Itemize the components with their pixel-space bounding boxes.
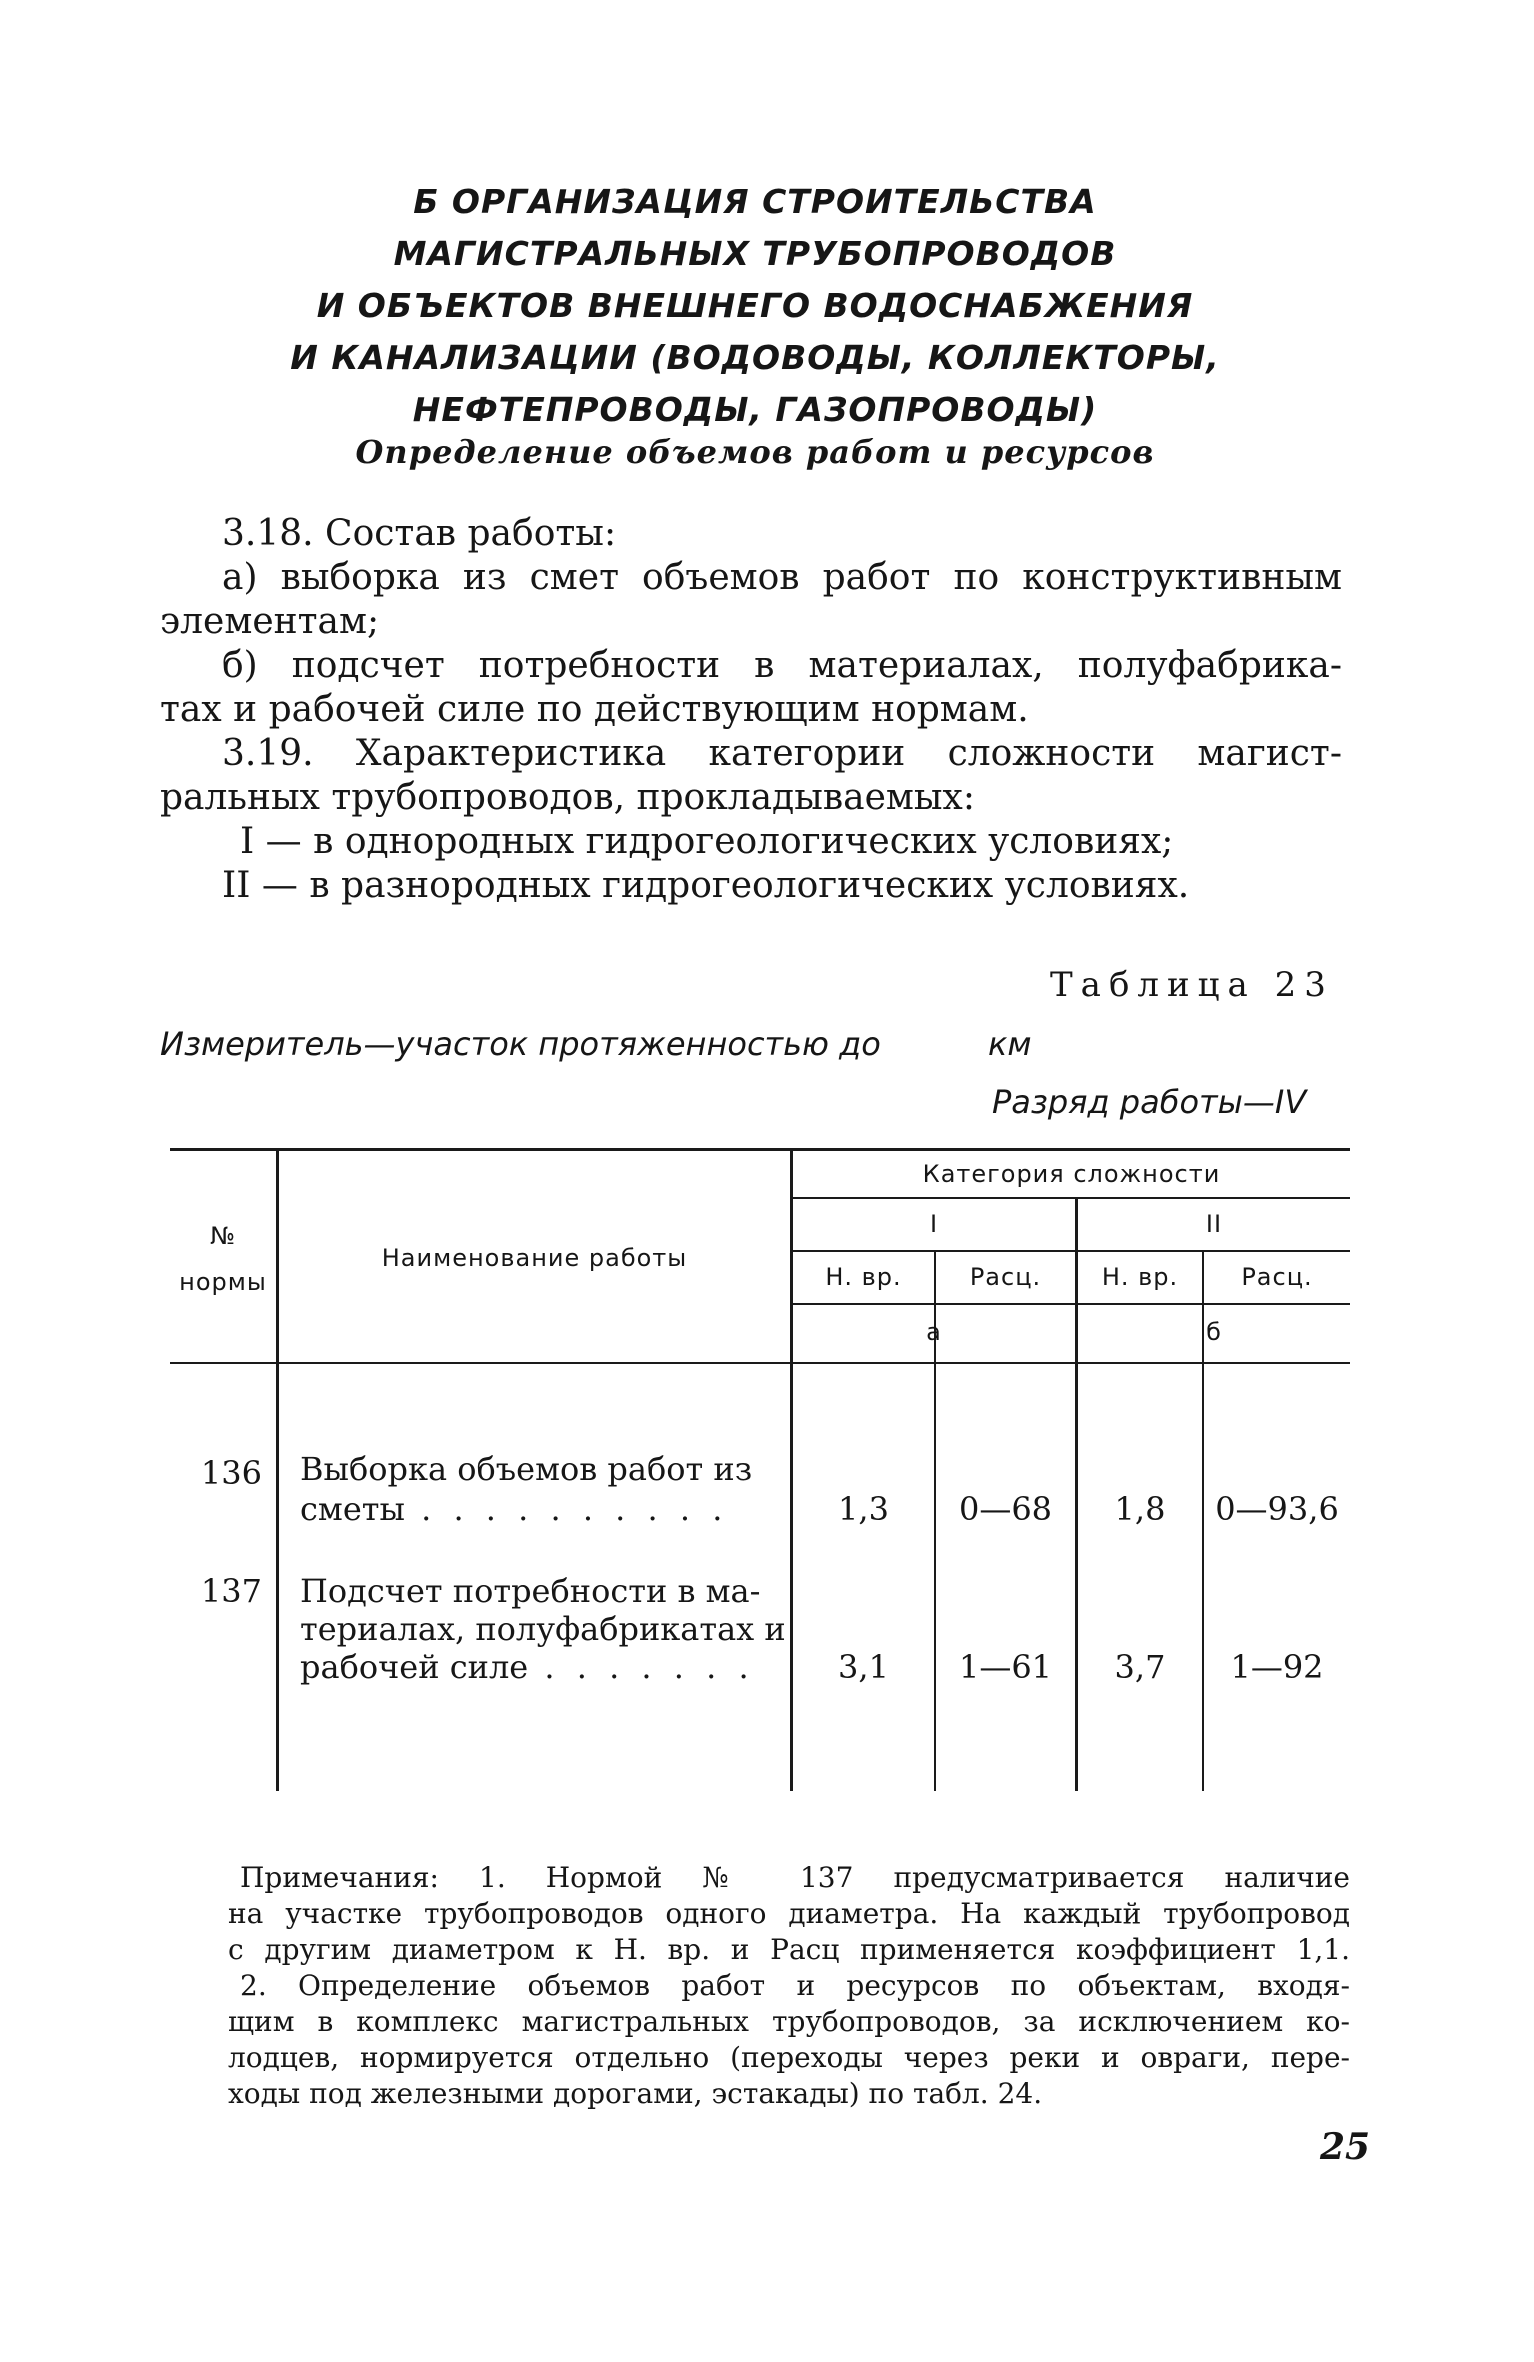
- category-rule: [790, 1197, 1350, 1199]
- header-category-2: II: [1205, 1210, 1223, 1238]
- heading-line-4: И КАНАЛИЗАЦИИ (ВОДОВОДЫ, КОЛЛЕКТОРЫ,: [290, 338, 1220, 377]
- row-work-name: Подсчет потребности в ма-: [300, 1572, 761, 1610]
- clause-3-18-item-a: а) выборка из смет объемов работ по конструктивным: [222, 557, 1342, 598]
- header-norm-time-1: Н. вр.: [825, 1263, 902, 1291]
- row-rate-2: 0—93,6: [1215, 1490, 1339, 1528]
- header-letter-a: а: [926, 1318, 942, 1346]
- header-category-1: I: [929, 1210, 939, 1238]
- row-norm-time-2: 3,7: [1114, 1648, 1166, 1686]
- header-bottom-rule: [170, 1362, 1350, 1364]
- table-title: Таблица 23: [1050, 965, 1334, 1005]
- subheader-rule: [790, 1303, 1350, 1305]
- row-norm-time-2: 1,8: [1114, 1490, 1166, 1528]
- row-rate-1: 1—61: [958, 1648, 1053, 1686]
- clause-3-18-item-a-cont: элементам;: [160, 601, 380, 642]
- row-work-name-cont: териалах, полуфабрикатах и: [300, 1610, 786, 1648]
- row-work-name-cont-2: [300, 1648, 755, 1686]
- header-rate-2: Расц.: [1241, 1263, 1313, 1291]
- note-line-1: Примечания: 1. Нормой № 137 предусматривается наличие: [240, 1861, 1350, 1894]
- clause-3-18-item-b-cont: тах и рабочей силе по действующим нормам.: [160, 689, 1029, 730]
- category-sub-rule: [790, 1250, 1350, 1252]
- row-work-name-cont-2-text: рабочей силе: [300, 1648, 529, 1686]
- clause-3-18-item-b: б) подсчет потребности в материалах, полуфабрика-: [222, 645, 1342, 686]
- note-line-6: лодцев, нормируется отдельно (переходы через реки и овраги, пере-: [228, 2041, 1350, 2074]
- row-work-name: Выборка объемов работ из: [300, 1450, 753, 1488]
- header-norm-no-2: нормы: [179, 1268, 267, 1296]
- row-rate-1: 0—68: [958, 1490, 1053, 1528]
- header-work-name: Наименование работы: [381, 1244, 688, 1272]
- section-subtitle: Определение объемов работ и ресурсов: [355, 433, 1155, 471]
- leader-dots: . . . . . . .: [528, 1648, 755, 1686]
- clause-3-19-title: 3.19. Характеристика категории сложности магист-: [222, 733, 1342, 774]
- table-top-rule: [170, 1148, 1350, 1151]
- clause-3-19-cont: ральных трубопроводов, прокладываемых:: [160, 777, 975, 818]
- note-line-3: с другим диаметром к Н. вр. и Расц применяется коэффициент 1,1.: [228, 1933, 1350, 1966]
- header-rate-1: Расц.: [969, 1263, 1042, 1291]
- heading-line-2: МАГИСТРАЛЬНЫХ ТРУБОПРОВОДОВ: [393, 234, 1117, 273]
- page-number: 25: [1320, 2126, 1371, 2168]
- header-category: Категория сложности: [922, 1160, 1221, 1188]
- row-norm-time-1: 3,1: [838, 1648, 889, 1686]
- row-rate-2: 1—92: [1230, 1648, 1324, 1686]
- row-norm-no: 137: [200, 1572, 262, 1610]
- heading-line-3: И ОБЪЕКТОВ ВНЕШНЕГО ВОДОСНАБЖЕНИЯ: [316, 286, 1194, 325]
- note-line-4: 2. Определение объемов работ и ресурсов по объектам, входя-: [240, 1969, 1350, 2002]
- row-norm-no: 136: [200, 1454, 262, 1492]
- note-line-5: щим в комплекс магистральных трубопроводов, за исключением ко-: [228, 2005, 1350, 2038]
- col-divider-2: [790, 1148, 793, 1791]
- leader-dots: . . . . . . . . . .: [404, 1490, 729, 1528]
- table-grade: Разряд работы—IV: [992, 1083, 1307, 1121]
- header-norm-time-2: Н. вр.: [1101, 1263, 1179, 1291]
- clause-3-18-title: 3.18. Состав работы:: [222, 513, 617, 554]
- table-measure-unit: км: [988, 1025, 1032, 1063]
- heading-line-5: НЕФТЕПРОВОДЫ, ГАЗОПРОВОДЫ): [412, 390, 1098, 429]
- row-work-name-cont-text: сметы: [300, 1490, 405, 1528]
- note-line-7: ходы под железными дорогами, эстакады) по табл. 24.: [228, 2077, 1043, 2110]
- header-norm-no: №: [210, 1222, 236, 1250]
- table-measure: Измеритель—участок протяженностью до: [160, 1025, 881, 1063]
- row-norm-time-1: 1,3: [838, 1490, 889, 1528]
- row-work-name-cont: [300, 1490, 728, 1528]
- header-letter-b: б: [1206, 1318, 1222, 1346]
- note-line-2: на участке трубопроводов одного диаметра. На каждый трубопровод: [228, 1897, 1350, 1930]
- heading-line-1: Б ОРГАНИЗАЦИЯ СТРОИТЕЛЬСТВА: [413, 182, 1097, 221]
- category-2-definition: II — в разнородных гидрогеологических условиях.: [222, 865, 1190, 906]
- category-1-definition: I — в однородных гидрогеологических условиях;: [240, 821, 1174, 862]
